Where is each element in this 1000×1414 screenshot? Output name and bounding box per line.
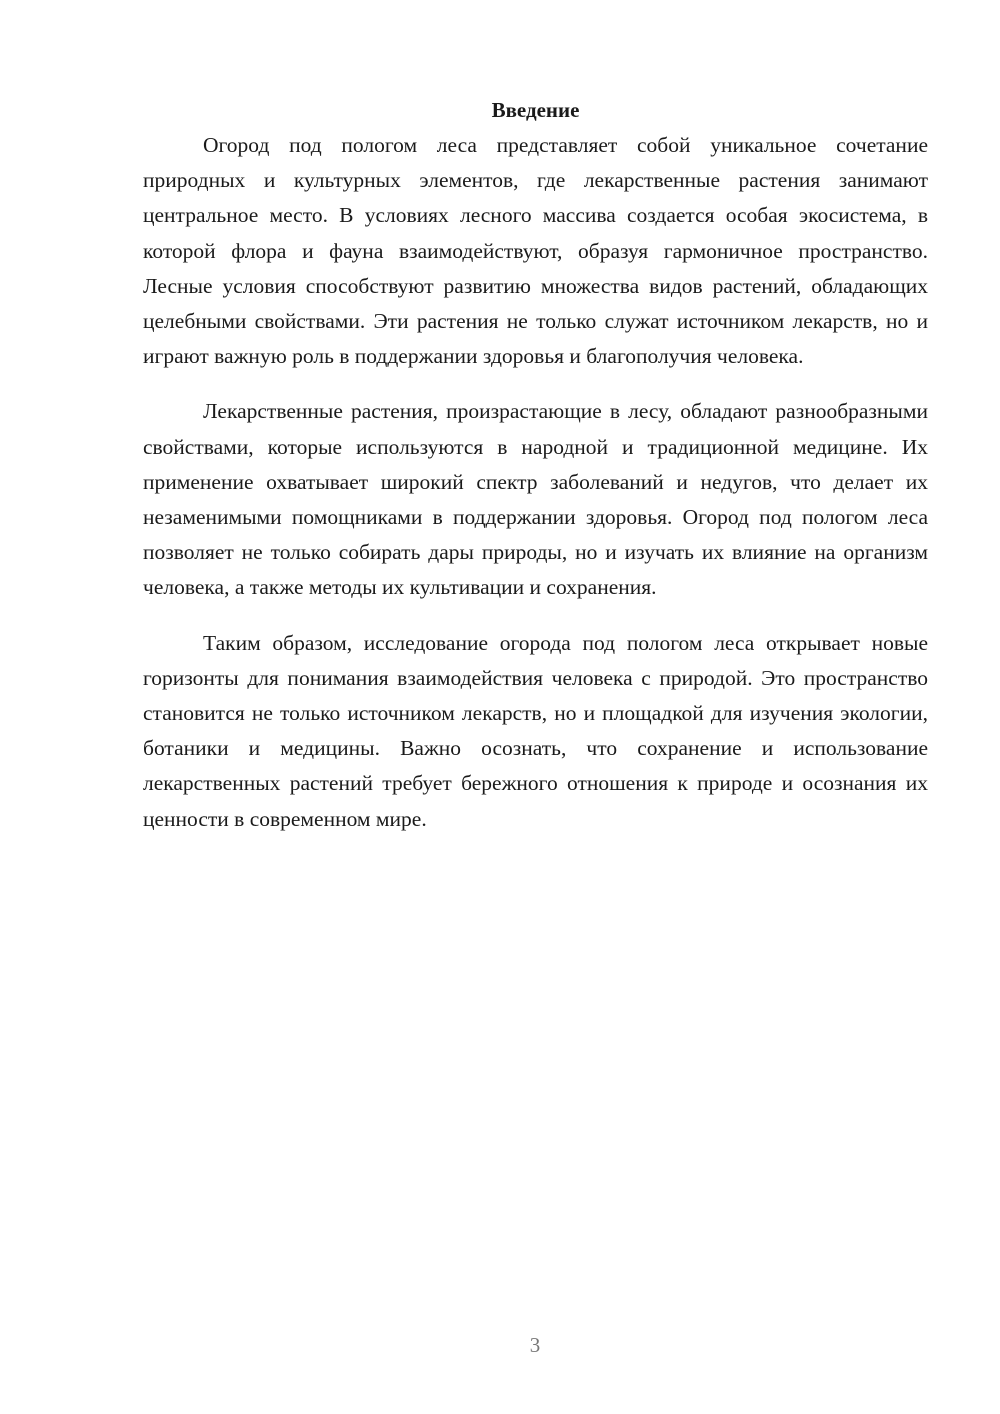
paragraph-3: Таким образом, исследование огорода под пологом леса открывает новые горизонты для понимания взаимодействия человека с природой. Это пространство становится не только источником лекарств, но и площадкой для изучения экологии, ботаники и медицины. Важно осознать, что сохранение и использование лекарственных растений требует бережного отношения к природе и осознания их ценности в современном мире. [143, 630, 928, 831]
paragraph-1: Огород под пологом леса представляет собой уникальное сочетание природных и культурных элементов, где лекарственные растения занимают центральное место. В условиях лесного массива создается особая экосистема, в которой флора и фауна взаимодействуют, образуя гармоничное пространство. Лесные условия способствуют развитию множества видов растений, обладающих целебными свойствами. Эти растения не только служат источником лекарств, но и играют важную роль в поддержании здоровья и благополучия человека. [143, 133, 928, 369]
page-number: 3 [529, 1333, 541, 1357]
paragraph-2: Лекарственные растения, произрастающие в лесу, обладают разнообразными свойствами, которые используются в народной и традиционной медицине. Их применение охватывает широкий спектр заболеваний и недугов, что делает их незаменимыми помощниками в поддержании здоровья. Огород под пологом леса позволяет не только собирать дары природы, но и изучать их влияние на организм человека, а также методы их культивации и сохранения. [143, 399, 928, 600]
document-body [143, 93, 928, 837]
section-heading: Введение [491, 98, 580, 122]
